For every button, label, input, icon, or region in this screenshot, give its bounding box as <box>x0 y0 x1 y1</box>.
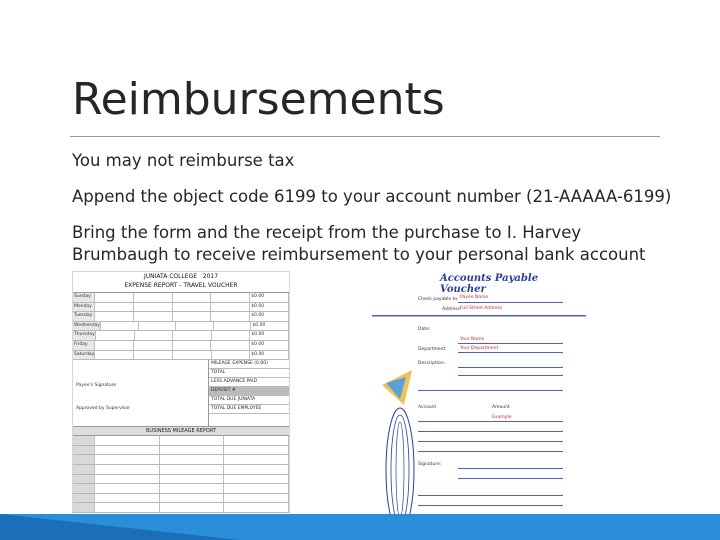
voucher-label: Signature: <box>418 462 442 467</box>
sheet-subtitle: EXPENSE REPORT - TRAVEL VOUCHER <box>124 282 238 289</box>
voucher-image <box>372 265 586 535</box>
table-row <box>73 322 289 332</box>
title-divider <box>70 136 660 137</box>
summary-row: TOTAL <box>209 369 289 378</box>
voucher-label: Date: <box>418 327 431 332</box>
summary-row: LESS ADVANCE PAID <box>209 378 289 387</box>
amount-cell: $0.00 <box>250 351 289 360</box>
day-label: Thursday <box>73 331 96 340</box>
voucher-label: Check payable to: <box>418 297 459 302</box>
sheet-header <box>73 272 289 293</box>
summary-row: MILEAGE EXPENSE (0.00) <box>209 360 289 369</box>
expense-report-image <box>72 271 290 528</box>
mileage-title: BUSINESS MILEAGE REPORT <box>73 427 289 436</box>
voucher-value: Your Name <box>460 337 485 342</box>
day-label: Saturday <box>73 351 95 360</box>
summary-row: TOTAL DUE JUNIATA <box>209 396 289 405</box>
table-row <box>73 293 289 303</box>
voucher-label: Account <box>418 405 437 410</box>
table-row <box>73 446 289 456</box>
table-row <box>73 341 289 351</box>
table-row <box>73 351 289 361</box>
pen-nib-logo <box>382 370 414 532</box>
voucher-label: Department: <box>418 347 447 352</box>
day-label: Friday <box>73 341 95 350</box>
amount-cell: $0.00 <box>250 341 289 350</box>
amount-cell: $0.00 <box>250 303 289 312</box>
day-label: Monday <box>73 303 95 312</box>
approved-label: Approved by Supervisor <box>76 406 131 412</box>
table-row <box>73 436 289 446</box>
table-row <box>73 455 289 465</box>
day-label: Sunday <box>73 293 95 302</box>
table-row <box>73 475 289 485</box>
table-row <box>73 484 289 494</box>
bullet-list <box>72 150 672 280</box>
bullet-item: Bring the form and the receipt from the purchase to I. Harvey Brumbaugh to receive reimbursement to your personal bank account <box>72 223 646 264</box>
day-label: Wednesday <box>73 322 101 331</box>
bullet-item: You may not reimburse tax <box>72 151 295 170</box>
amount-cell: $0.00 <box>250 312 289 321</box>
table-row <box>73 331 289 341</box>
table-row <box>73 494 289 504</box>
table-row <box>73 312 289 322</box>
signature-label: Payee's Signature <box>76 383 117 389</box>
amount-cell: $0.00 <box>250 293 289 302</box>
table-row <box>73 503 289 513</box>
amount-cell: $0.00 <box>251 322 289 331</box>
footer-accent-bar <box>0 514 720 540</box>
voucher-label: Description: <box>418 361 446 366</box>
voucher-value: Payee Name <box>460 295 489 300</box>
table-row <box>73 303 289 313</box>
amount-cell: $0.00 <box>250 331 289 340</box>
sheet-summary <box>73 360 289 427</box>
voucher-title: Accounts Payable Voucher <box>440 273 539 295</box>
voucher-value: Amount <box>492 405 510 410</box>
summary-row: TOTAL DUE EMPLOYEE <box>209 405 289 414</box>
table-row <box>73 465 289 475</box>
bullet-item: Append the object code 6199 to your account number (21-AAAAA-6199) <box>72 187 672 206</box>
voucher-label: Address: <box>442 307 462 312</box>
college-name: JUNIATA COLLEGE <box>143 273 198 280</box>
day-label: Tuesday <box>73 312 95 321</box>
voucher-value: Example <box>492 415 512 420</box>
slide-title: Reimbursements <box>72 74 445 125</box>
voucher-value: Full Street Address <box>460 306 503 311</box>
summary-row: DEPOSIT # <box>209 387 289 396</box>
sheet-year: 2017 <box>202 273 219 280</box>
voucher-value: Your Department <box>460 346 499 351</box>
